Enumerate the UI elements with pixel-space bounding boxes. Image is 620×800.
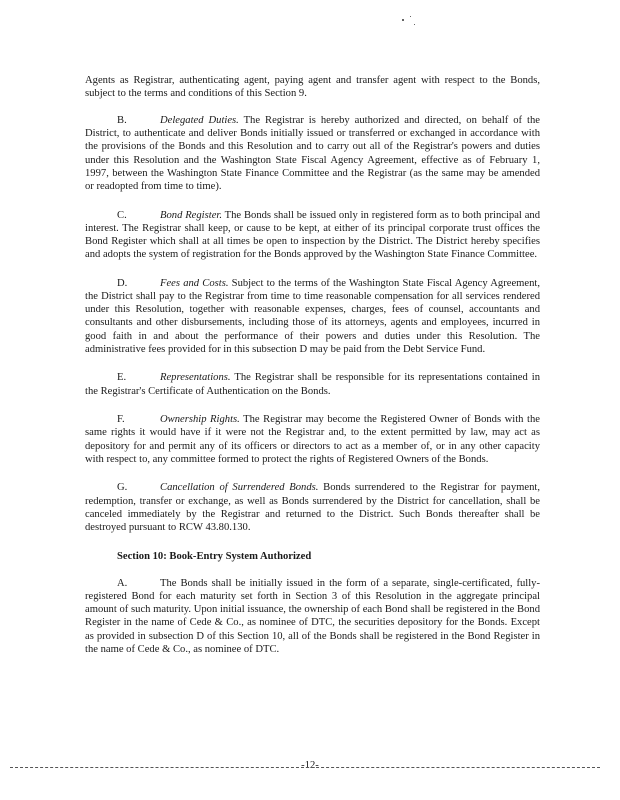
paragraph-heading: Representations. bbox=[160, 372, 231, 384]
paragraph-d bbox=[85, 277, 540, 356]
paragraph-body: The Registrar shall be responsible for its representations contained in the Registrar's Certificate of Authentication on the Bonds. bbox=[85, 372, 540, 397]
paragraph-body: The Bonds shall be initially issued in the form of a separate, single-certificated, fully-registered Bond for each maturity set forth in Section 3 of this Resolution in the aggregate principal amount of such maturity. Upon initial issuance, the ownership of each Bond shall be registered in the Bond Register in the name of Cede & Co., as nominee of DTC, the securities depository for the Bonds. Except as provided in subsection D of this Section 10, all of the Bonds shall be registered in the Bond Register in the name of Cede & Co., as nominee of DTC. bbox=[85, 577, 540, 655]
paragraph-heading: Ownership Rights. bbox=[160, 414, 240, 426]
paragraph-heading: Cancellation of Surrendered Bonds. bbox=[160, 482, 319, 494]
section-10-paragraph-a bbox=[85, 577, 540, 656]
scan-speck bbox=[410, 16, 411, 17]
paragraph-g bbox=[85, 481, 540, 534]
scan-speck bbox=[414, 24, 415, 25]
section-heading: Section 10: Book-Entry System Authorized bbox=[117, 550, 312, 562]
paragraph-body: The Bonds shall be issued only in registered form as to both principal and interest. The Registrar shall keep, or cause to be kept, at either of its principal corporate trust offices the Bond Register which shall at all times be open to inspection by the District. The District hereby specifies and adopts the system of registration for the Bonds approved by the Washington State Finance Committee. bbox=[85, 209, 540, 261]
paragraph-letter: D. bbox=[117, 277, 128, 289]
paragraph-e bbox=[85, 371, 540, 397]
paragraph-heading: Fees and Costs. bbox=[160, 277, 229, 289]
paragraph-body: Subject to the terms of the Washington State Fiscal Agency Agreement, the District shall pay to the Registrar from time to time reasonable compensation for all services rendered under this Resolution, together with reasonable expenses, charges, fees of counsel, accountants and consultants and other disbursements, including those of its attorneys, agents and employees, incurred in good faith in and about the performance of their powers and duties under this Resolution. The administrative fees provided for in this subsection D may be paid from the Debt Service Fund. bbox=[85, 277, 540, 355]
paragraph-body: Bonds surrendered to the Registrar for payment, redemption, transfer or exchange, as well as Bonds surrendered by the District for cancellation, shall be canceled immediately by the Registrar and returned to the District. Such Bonds thereafter shall be destroyed pursuant to RCW 43.80.130. bbox=[85, 482, 540, 534]
paragraph-body: The Registrar may become the Registered Owner of Bonds with the same rights it would have if it were not the Registrar and, to the extent permitted by law, may act as depository for and permit any of its officers or directors to act as a member of, or in any other capacity with respect to, any committee formed to protect the rights of Registered Owners of the Bonds. bbox=[85, 414, 540, 465]
paragraph-heading: Delegated Duties. bbox=[160, 115, 239, 126]
continuation-paragraph: Agents as Registrar, authenticating agent, paying agent and transfer agent with respect to the Bonds, subject to the terms and conditions of this Section 9. bbox=[85, 75, 540, 100]
paragraph-letter: F. bbox=[117, 414, 125, 426]
body-text bbox=[85, 74, 540, 671]
paragraph-letter: E. bbox=[117, 372, 127, 384]
paragraph-c bbox=[85, 209, 540, 262]
paragraph-heading: Bond Register. bbox=[160, 209, 222, 221]
footer-rule bbox=[10, 767, 600, 768]
section-9-paragraphs bbox=[85, 114, 540, 534]
paragraph-letter: A. bbox=[117, 577, 128, 589]
paragraph-letter: C. bbox=[117, 209, 127, 221]
paragraph-b bbox=[85, 114, 540, 193]
paragraph-body: The Registrar is hereby authorized and directed, on behalf of the District, to authenticate and deliver Bonds initially issued or transferred or exchanged in accordance with the provisions of the Bonds and this Resolution and to carry out all of the Registrar's powers and duties under this Resolution and the Washington State Fiscal Agency Agreement, effective as of February 1, 1997, between the Washington State Finance Committee and the Registrar (as the same may be amended or readopted from time to time). bbox=[85, 115, 540, 193]
scan-speck bbox=[402, 19, 404, 21]
page-number: -12- bbox=[301, 760, 319, 771]
paragraph-f bbox=[85, 413, 540, 466]
paragraph-letter: G. bbox=[117, 482, 128, 494]
paragraph-letter: B. bbox=[117, 115, 127, 126]
